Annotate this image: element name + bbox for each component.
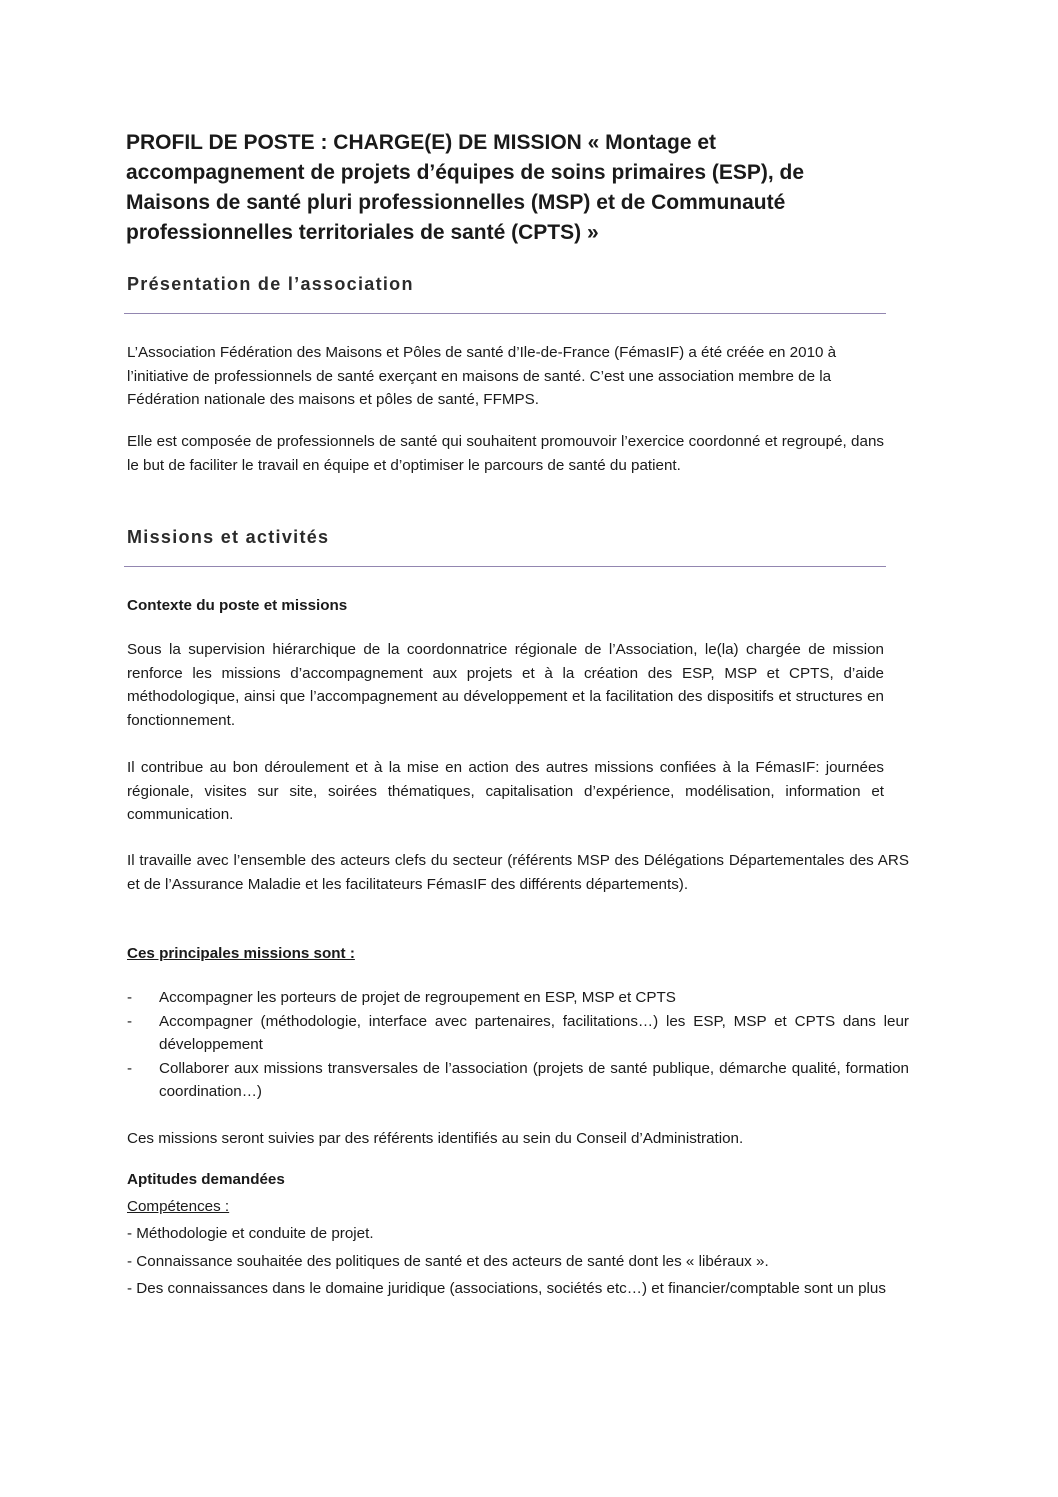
skill-item: - Connaissance souhaitée des politiques de santé et des acteurs de santé dont les « libéraux ».: [127, 1252, 769, 1270]
section-divider: [124, 313, 886, 314]
bullet-dash: -: [127, 1012, 133, 1030]
paragraph: L’Association Fédération des Maisons et Pôles de santé d’Ile-de-France (FémasIF) a été créée en 2010 à l’initiative de professionnels de santé exerçant en maisons de santé. C’est une association membre de la Fédération nationale des maisons et pôles de santé, FFMPS.: [127, 344, 837, 408]
subheading-competences: Compétences :: [127, 1198, 230, 1215]
subheading-context: Contexte du poste et missions: [127, 597, 348, 614]
skill-item: - Des connaissances dans le domaine juridique (associations, sociétés etc…) et financier/comptable sont un plus: [127, 1280, 886, 1297]
list-item: [127, 986, 909, 1010]
list-item: [127, 1010, 909, 1057]
paragraph: Elle est composée de professionnels de santé qui souhaitent promouvoir l’exercice coordonné et regroupé, dans le but de faciliter le travail en équipe et d’optimiser le parcours de santé du patient.: [127, 433, 884, 474]
skills-list: [127, 1222, 909, 1301]
subheading-missions: Ces principales missions sont :: [127, 945, 355, 962]
bullet-dash: -: [127, 989, 133, 1006]
skill-item: - Méthodologie et conduite de projet.: [127, 1225, 374, 1242]
paragraph: Ces missions seront suivies par des référents identifiés au sein du Conseil d’Administration.: [127, 1130, 744, 1147]
paragraph: Il contribue au bon déroulement et à la mise en action des autres missions confiées à la FémasIF: journées régionale, visites sur site, soirées thématiques, capitalisation d’expérience, modélisation, information et communication.: [127, 759, 884, 823]
section-divider: [124, 566, 886, 567]
section-heading-missions: Missions et activités: [127, 527, 330, 547]
bullet-dash: -: [127, 1059, 133, 1077]
list-item-text: Collaborer aux missions transversales de l’association (projets de santé publique, démarche qualité, formation coordination…): [159, 1059, 909, 1100]
list-item-text: Accompagner les porteurs de projet de regroupement en ESP, MSP et CPTS: [159, 989, 676, 1006]
list-item-text: Accompagner (méthodologie, interface avec partenaires, facilitations…) les ESP, MSP et CPTS dans leur développement: [159, 1012, 909, 1053]
paragraph: Il travaille avec l’ensemble des acteurs clefs du secteur (référents MSP des Délégations Départementales des ARS et de l’Assurance Maladie et les facilitateurs FémasIF des différents départements).: [127, 852, 909, 893]
paragraph: Sous la supervision hiérarchique de la coordonnatrice régionale de l’Association, le(la) chargée de mission renforce les missions d’accompagnement aux projets et à la création des ESP, MSP et CPTS, d’aide méthodologique, ainsi que l’accompagnement au développement et la facilitation des dispositifs et structures en fonctionnement.: [127, 641, 884, 729]
list-item: [127, 1057, 909, 1104]
missions-list: [127, 986, 909, 1104]
subheading-aptitudes: Aptitudes demandées: [127, 1171, 285, 1188]
page-title: PROFIL DE POSTE : CHARGE(E) DE MISSION « Montage et accompagnement de projets d’équipes de soins primaires (ESP), de Maisons de santé pluri professionnelles (MSP) et de Communauté professionnelles territoriales de santé (CPTS) »: [126, 131, 805, 244]
section-heading-presentation: Présentation de l’association: [127, 274, 414, 294]
